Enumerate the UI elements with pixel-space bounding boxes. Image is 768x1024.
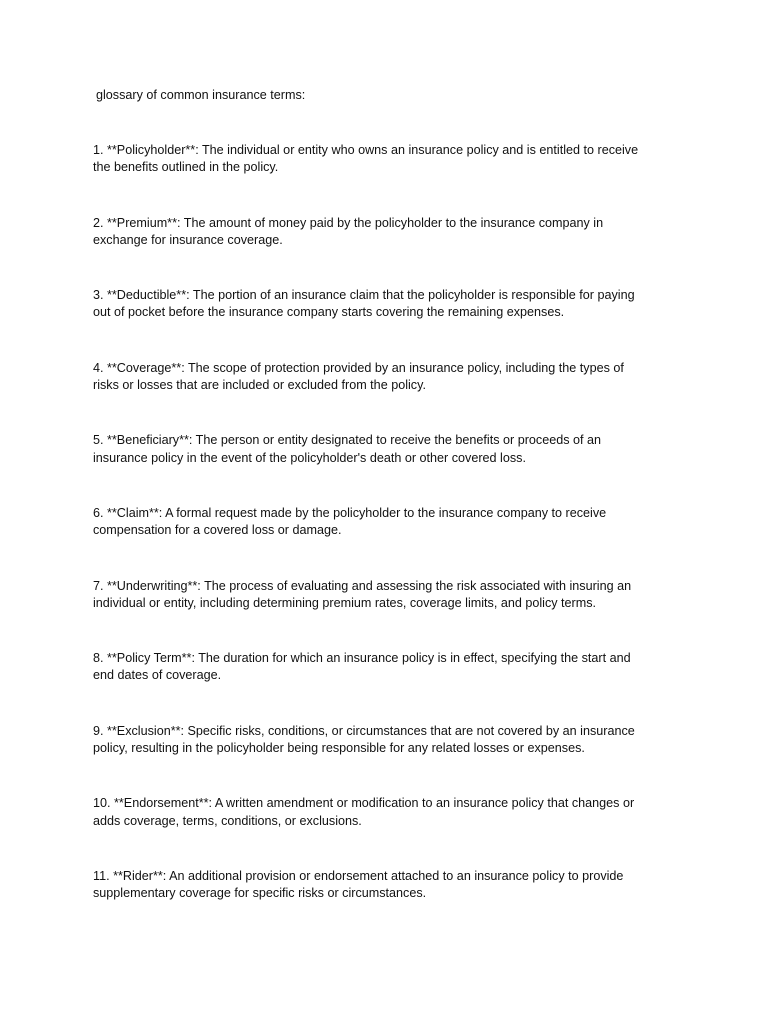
glossary-entry-policy-term: [93, 650, 675, 723]
entry-text-line: insurance policy in the event of the policyholder's death or other covered loss.: [93, 450, 526, 465]
entry-text-line: 7. **Underwriting**: The process of evaluating and assessing the risk associated with insuring an: [93, 578, 632, 593]
entry-text-line: compensation for a covered loss or damage.: [93, 523, 342, 538]
glossary-entry-exclusion: [93, 723, 675, 796]
entry-text-line: 1. **Policyholder**: The individual or entity who owns an insurance policy and is entitled to receive: [93, 143, 639, 157]
entry-text-line: 10. **Endorsement**: A written amendment or modification to an insurance policy that changes or: [93, 796, 635, 811]
entry-text-line: 2. **Premium**: The amount of money paid by the policyholder to the insurance company in: [93, 215, 604, 230]
glossary-entry-policyholder: [93, 142, 675, 215]
entry-text-line: supplementary coverage for specific risks or circumstances.: [93, 886, 427, 901]
glossary-entry-rider: [93, 868, 675, 941]
entry-text-line: end dates of coverage.: [93, 668, 222, 683]
entry-text-line: 5. **Beneficiary**: The person or entity designated to receive the benefits or proceeds of an: [93, 433, 602, 448]
glossary-entry-deductible: [93, 287, 675, 360]
glossary-entry-beneficiary: [93, 432, 675, 505]
entry-text-line: 8. **Policy Term**: The duration for which an insurance policy is in effect, specifying the start and: [93, 651, 631, 666]
entry-text-line: 11. **Rider**: An additional provision or endorsement attached to an insurance policy to provide: [93, 868, 624, 883]
glossary-entry-endorsement: [93, 795, 675, 868]
entry-text-line: 3. **Deductible**: The portion of an insurance claim that the policyholder is responsible for paying: [93, 288, 635, 303]
entry-text-line: individual or entity, including determining premium rates, coverage limits, and policy terms.: [93, 595, 597, 610]
entry-text-line: exchange for insurance coverage.: [93, 232, 283, 247]
entry-text-line: out of pocket before the insurance company starts covering the remaining expenses.: [93, 305, 565, 320]
glossary-entry-underwriting: [93, 578, 675, 651]
glossary-intro: glossary of common insurance terms:: [96, 88, 306, 102]
entry-text-line: 9. **Exclusion**: Specific risks, conditions, or circumstances that are not covered by an insurance: [93, 723, 635, 738]
entry-text-line: policy, resulting in the policyholder being responsible for any related losses or expenses.: [93, 740, 585, 755]
entry-text-line: 6. **Claim**: A formal request made by the policyholder to the insurance company to receive: [93, 505, 607, 520]
entry-text-line: risks or losses that are included or excluded from the policy.: [93, 377, 426, 392]
entry-text-line: 4. **Coverage**: The scope of protection provided by an insurance policy, including the types of: [93, 360, 624, 375]
glossary-entry-coverage: [93, 360, 675, 433]
glossary-entry-claim: [93, 505, 675, 578]
entry-text-line: adds coverage, terms, conditions, or exclusions.: [93, 813, 362, 828]
glossary-list: [93, 142, 675, 941]
entry-text-line: the benefits outlined in the policy.: [93, 160, 279, 175]
glossary-entry-premium: [93, 215, 675, 288]
